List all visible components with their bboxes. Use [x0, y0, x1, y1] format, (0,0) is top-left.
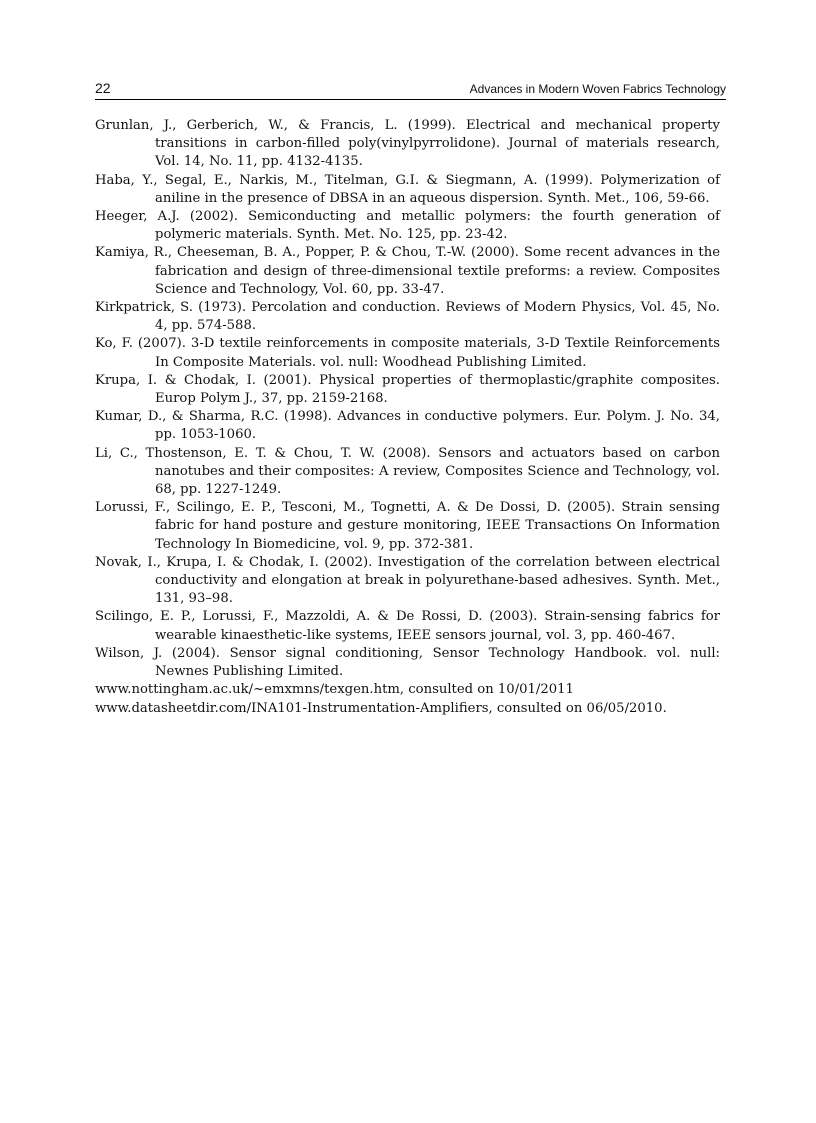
reference-list: [95, 117, 720, 718]
reference-item: Kirkpatrick, S. (1973). Percolation and conduction. Reviews of Modern Physics, Vol. 45, No. 4, pp. 574-588.: [95, 300, 720, 334]
reference-url: www.nottingham.ac.uk/~emxmns/texgen.htm, consulted on 10/01/2011: [95, 682, 574, 698]
reference-item: Lorussi, F., Scilingo, E. P., Tesconi, M., Tognetti, A. & De Dossi, D. (2005). Strain sensing fabric for hand posture and gesture monitoring, IEEE Transactions On Information Technology In Biomedicine, vol. 9, pp. 372-381.: [95, 500, 720, 552]
reference-item: Ko, F. (2007). 3-D textile reinforcements in composite materials, 3-D Textile Reinforcements In Composite Materials. vol. null: Woodhead Publishing Limited.: [95, 336, 720, 370]
reference-item: Kamiya, R., Cheeseman, B. A., Popper, P. & Chou, T.-W. (2000). Some recent advances in the fabrication and design of three-dimensional textile preforms: a review. Composites Science and Technology, Vol. 60, pp. 33-47.: [95, 245, 720, 297]
reference-item: Kumar, D., & Sharma, R.C. (1998). Advances in conductive polymers. Eur. Polym. J. No. 34, pp. 1053-1060.: [95, 409, 720, 443]
reference-item: Krupa, I. & Chodak, I. (2001). Physical properties of thermoplastic/graphite composites. Europ Polym J., 37, pp. 2159-2168.: [95, 372, 720, 407]
reference-item: Wilson, J. (2004). Sensor signal conditioning, Sensor Technology Handbook. vol. null: Newnes Publishing Limited.: [95, 645, 720, 680]
book-title: Advances in Modern Woven Fabrics Technology: [469, 82, 726, 96]
reference-item: Haba, Y., Segal, E., Narkis, M., Titelman, G.I. & Siegmann, A. (1999). Polymerization of aniline in the presence of DBSA in an aqueous dispersion. Synth. Met., 106, 59-66.: [95, 172, 720, 206]
page-number: 22: [95, 80, 111, 96]
reference-item: Li, C., Thostenson, E. T. & Chou, T. W. (2008). Sensors and actuators based on carbon nanotubes and their composites: A review, Composites Science and Technology, vol. 68, pp. 1227-1249.: [95, 445, 720, 498]
reference-item: Novak, I., Krupa, I. & Chodak, I. (2002). Investigation of the correlation between electrical conductivity and elongation at break in polyurethane-based adhesives. Synth. Met., 131, 93–98.: [95, 554, 720, 607]
page-header: [95, 79, 726, 100]
reference-url: www.datasheetdir.com/INA101-Instrumentation-Amplifiers, consulted on 06/05/2010.: [95, 700, 667, 716]
reference-item: Heeger, A.J. (2002). Semiconducting and metallic polymers: the fourth generation of polymeric materials. Synth. Met. No. 125, pp. 23-42.: [95, 209, 720, 243]
reference-item: Scilingo, E. P., Lorussi, F., Mazzoldi, A. & De Rossi, D. (2003). Strain-sensing fabrics for wearable kinaesthetic-like systems, IEEE sensors journal, vol. 3, pp. 460-467.: [95, 609, 720, 643]
reference-item: Grunlan, J., Gerberich, W., & Francis, L. (1999). Electrical and mechanical property transitions in carbon-filled poly(vinylpyrrolidone). Journal of materials research, Vol. 14, No. 11, pp. 4132-4135.: [95, 118, 720, 170]
